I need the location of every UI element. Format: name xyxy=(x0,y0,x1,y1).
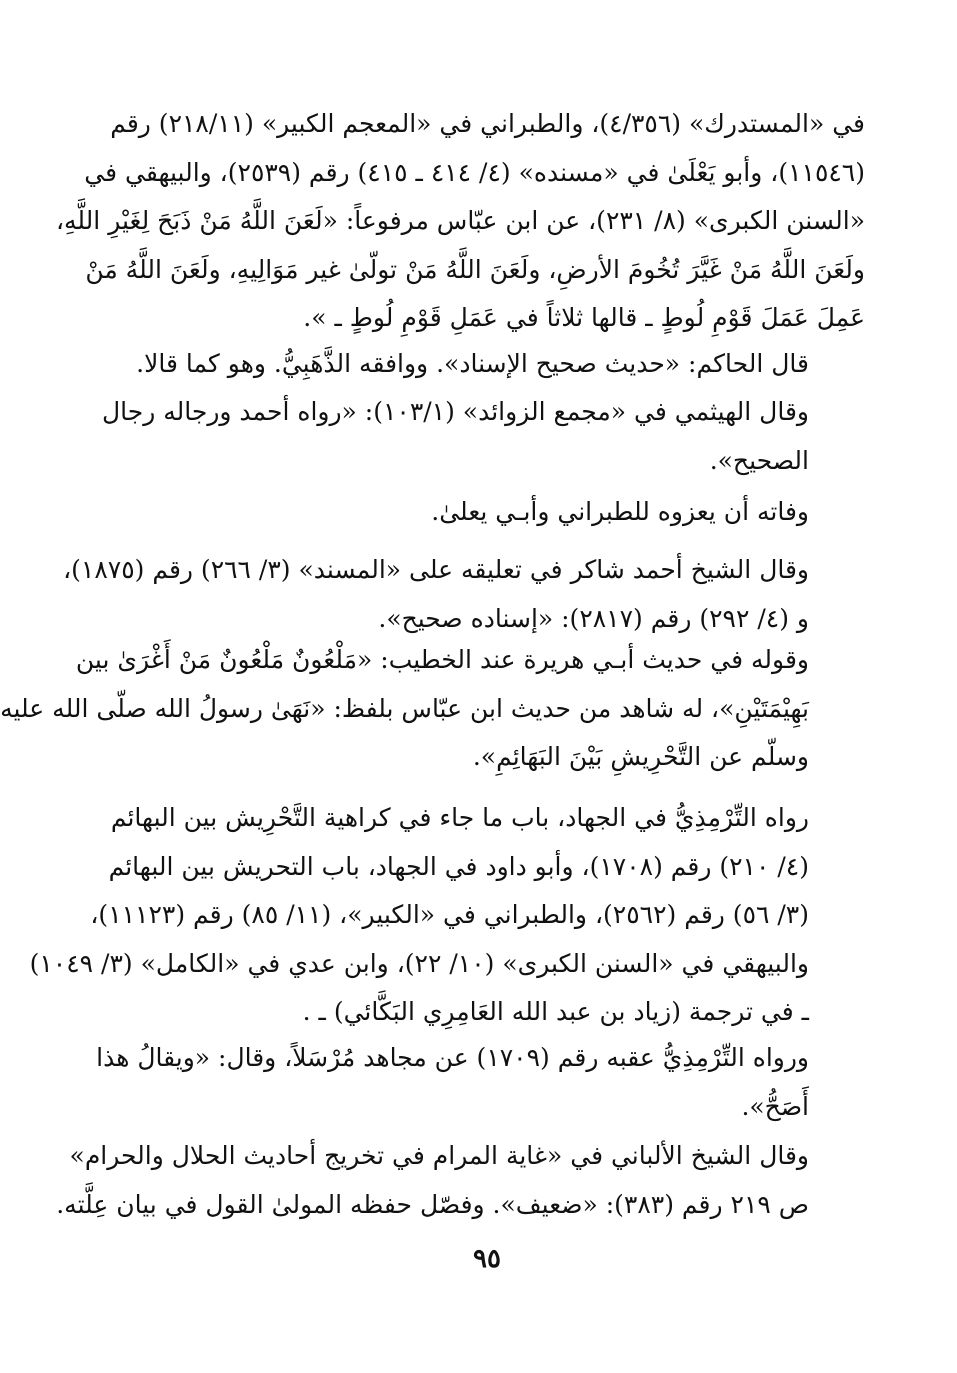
text-line: بَهِيْمَتَيْنِ»، له شاهد من حديث ابن عبّاس بلفظ: «نَهَىٰ رسولُ الله صلّى الله عليه xyxy=(0,693,809,723)
paragraph-ahmad-shakir xyxy=(63,546,865,643)
text-line: ورواه التِّرْمِذِيُّ عقبه رقم (١٧٠٩) عن مجاهد مُرْسَلاً، وقال: «ويقالُ هذا xyxy=(96,1043,809,1072)
text-line: (٤/ ٢١٠) رقم (١٧٠٨)، وأبو داود في الجهاد، باب التحريش بين البهائم xyxy=(108,851,809,881)
paragraph-hadith-sources xyxy=(55,100,865,343)
text-line: قال الحاكم: «حديث صحيح الإسناد». ووافقه الذَّهَبِيُّ. وهو كما قالا. xyxy=(136,349,809,378)
text-line: أَصَحُّ». xyxy=(741,1091,809,1121)
text-line: وقوله في حديث أبـي هريرة عند الخطيب: «مَلْعُونٌ مَلْعُونٌ مَنْ أَغْرَىٰ بين xyxy=(75,645,809,674)
text-line: وقال الشيخ الألباني في «غاية المرام في تخريج أحاديث الحلال والحرام» xyxy=(69,1141,809,1170)
text-line: ولَعَنَ اللَّهُ مَنْ غَيَّرَ تُخُومَ الأرضِ، ولَعَنَ اللَّهُ مَنْ تولّىٰ غير مَوَالِيهِ، ولَعَنَ اللَّهُ مَنْ xyxy=(85,254,865,284)
text-line: وقال الشيخ أحمد شاكر في تعليقه على «المسند» (٣/ ٢٦٦) رقم (١٨٧٥)، xyxy=(63,555,809,584)
text-line: (١١٥٤٦)، وأبو يَعْلَىٰ في «مسنده» (٤/ ٤١٤ ـ ٤١٥) رقم (٢٥٣٩)، والبيهقي في xyxy=(84,157,865,187)
text-line: وسلّم عن التَّحْرِيشِ بَيْنَ البَهَائِمِ». xyxy=(472,742,809,772)
paragraph-albani xyxy=(56,1132,865,1229)
paragraph-haythami xyxy=(101,388,865,485)
paragraph-tirmidhi-mursal xyxy=(96,1034,865,1131)
text-line: وقال الهيثمي في «مجمع الزوائد» (١٠٣/١): «رواه أحمد ورجاله رجال xyxy=(101,397,809,426)
page-number: ٩٥ xyxy=(473,1244,501,1274)
paragraph-missed-attribution xyxy=(113,488,865,537)
text-line: (٣/ ٥٦) رقم (٢٥٦٢)، والطبراني في «الكبير»، (١١/ ٨٥) رقم (١١١٢٣)، xyxy=(90,900,809,930)
text-line: «السنن الكبرى» (٨/ ٢٣١)، عن ابن عبّاس مرفوعاً: «لَعَنَ اللَّهُ مَنْ ذَبَحَ لِغَيْرِ اللَّهِ، xyxy=(55,206,865,236)
text-line: و (٤/ ٢٩٢) رقم (٢٨١٧): «إسناده صحيح». xyxy=(378,603,809,633)
text-line: رواه التِّرْمِذِيُّ في الجهاد، باب ما جاء في كراهية التَّحْرِيش بين البهائم xyxy=(110,803,809,832)
text-line: ـ في ترجمة (زياد بن عبد الله العَامِرِي البَكَّائي) ـ . xyxy=(302,997,809,1027)
paragraph-hakim xyxy=(113,340,865,389)
text-line: وفاته أن يعزوه للطبراني وأبـي يعلىٰ. xyxy=(431,497,809,526)
text-line: عَمِلَ عَمَلَ قَوْمِ لُوطٍ ـ قالها ثلاثاً في عَمَلِ قَوْمِ لُوطٍ ـ ». xyxy=(303,303,865,333)
text-line: والبيهقي في «السنن الكبرى» (١٠/ ٢٢)، وابن عدي في «الكامل» (٣/ ١٠٤٩) xyxy=(29,948,809,978)
paragraph-abu-hurayra xyxy=(0,636,865,782)
text-line: في «المستدرك» (٤/٣٥٦)، والطبراني في «المعجم الكبير» (٢١٨/١١) رقم xyxy=(110,109,865,138)
text-line: ص ٢١٩ رقم (٣٨٣): «ضعيف». وفصّل حفظه المولىٰ القول في بيان عِلَّته. xyxy=(56,1189,809,1219)
text-line: الصحيح». xyxy=(709,445,809,475)
paragraph-tirmidhi-jihad xyxy=(29,794,865,1037)
